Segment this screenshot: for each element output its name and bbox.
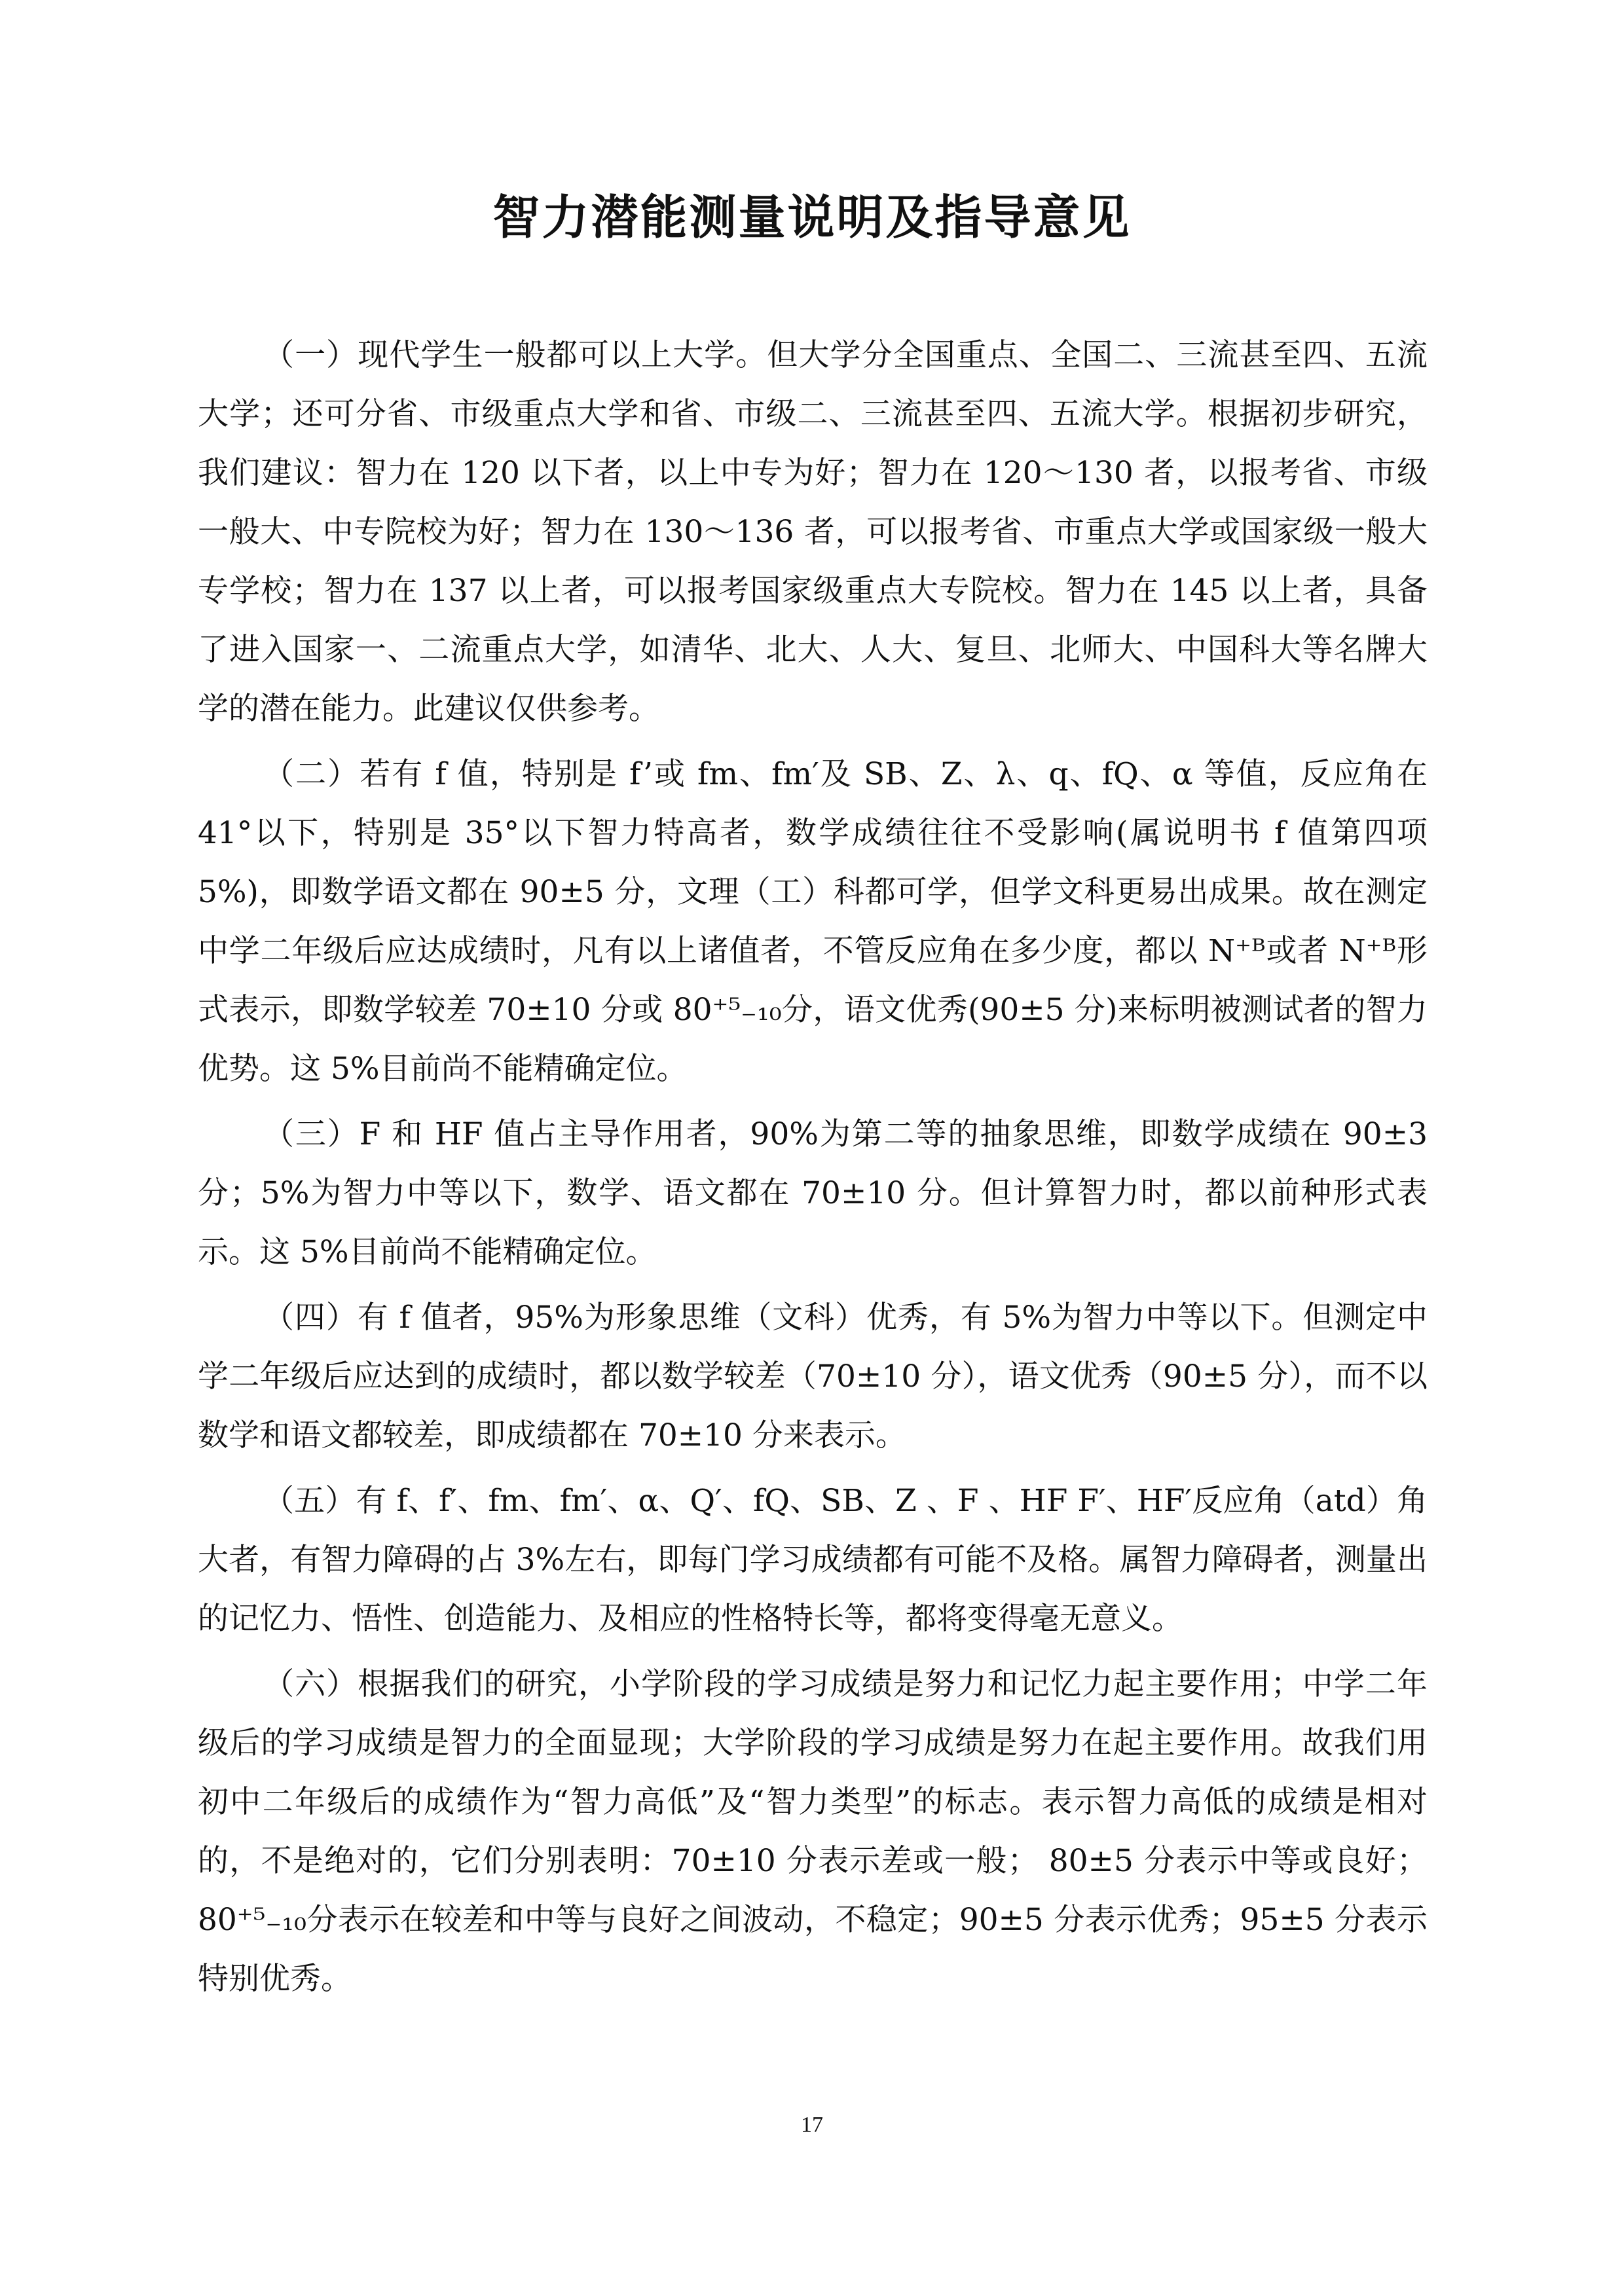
paragraph-2: （二）若有 f 值，特别是 f’或 fm、fm′及 SB、Z、λ、q、fQ、α 等值，反应角在 41°以下，特别是 35°以下智力特高者，数学成绩往往不受影响(属说明书 f 值第四项 5%)，即数学语文都在 90±5 分，文理（工）科都可学，但学文科更易出成果。故在测定中学二年级后应达成绩时，凡有以上诸值者，不管反应角在多少度，都以 N⁺ᴮ或者 N⁺ᴮ形式表示，即数学较差 70±10 分或 80⁺⁵₋₁₀分，语文优秀(90±5 分)来标明被测试者的智力优势。这 5%目前尚不能精确定位。: [198, 756, 1428, 1087]
paragraph-3: （三）F 和 HF 值占主导作用者，90%为第二等的抽象思维，即数学成绩在 90±3 分；5%为智力中等以下，数学、语文都在 70±10 分。但计算智力时，都以前种形式表示。这 5%目前尚不能精确定位。: [198, 1116, 1428, 1270]
paragraph-1: （一）现代学生一般都可以上大学。但大学分全国重点、全国二、三流甚至四、五流大学；还可分省、市级重点大学和省、市级二、三流甚至四、五流大学。根据初步研究，我们建议：智力在 120 以下者，以上中专为好；智力在 120～130 者，以报考省、市级一般大、中专院校为好；智力在 130～136 者，可以报考省、市重点大学或国家级一般大专学校；智力在 137 以上者，可以报考国家级重点大专院校。智力在 145 以上者，具备了进入国家一、二流重点大学，如清华、北大、人大、复旦、北师大、中国科大等名牌大学的潜在能力。此建议仅供参考。: [198, 337, 1428, 727]
paragraph-6: （六）根据我们的研究，小学阶段的学习成绩是努力和记忆力起主要作用；中学二年级后的学习成绩是智力的全面显现；大学阶段的学习成绩是努力在起主要作用。故我们用初中二年级后的成绩作为“智力高低”及“智力类型”的标志。表示智力高低的成绩是相对的，不是绝对的，它们分别表明：70±10 分表示差或一般； 80±5 分表示中等或良好；80⁺⁵₋₁₀分表示在较差和中等与良好之间波动，不稳定；90±5 分表示优秀；95±5 分表示特别优秀。: [198, 1666, 1428, 1997]
page-title: 智力潜能测量说明及指导意见: [492, 190, 1132, 245]
paragraph-4: （四）有 f 值者，95%为形象思维（文科）优秀，有 5%为智力中等以下。但测定中学二年级后应达到的成绩时，都以数学较差（70±10 分），语文优秀（90±5 分），而不以数学和语文都较差，即成绩都在 70±10 分来表示。: [198, 1300, 1428, 1453]
paragraph-5: （五）有 f、f′、fm、fm′、α、Q′、fQ、SB、Z 、F 、HF F′、HF′反应角（atd）角大者，有智力障碍的占 3%左右，即每门学习成绩都有可能不及格。属智力障碍者，测量出的记忆力、悟性、创造能力、及相应的性格特长等，都将变得毫无意义。: [198, 1483, 1428, 1637]
document-body: [198, 326, 1428, 2009]
page-number: 17: [801, 2113, 823, 2137]
